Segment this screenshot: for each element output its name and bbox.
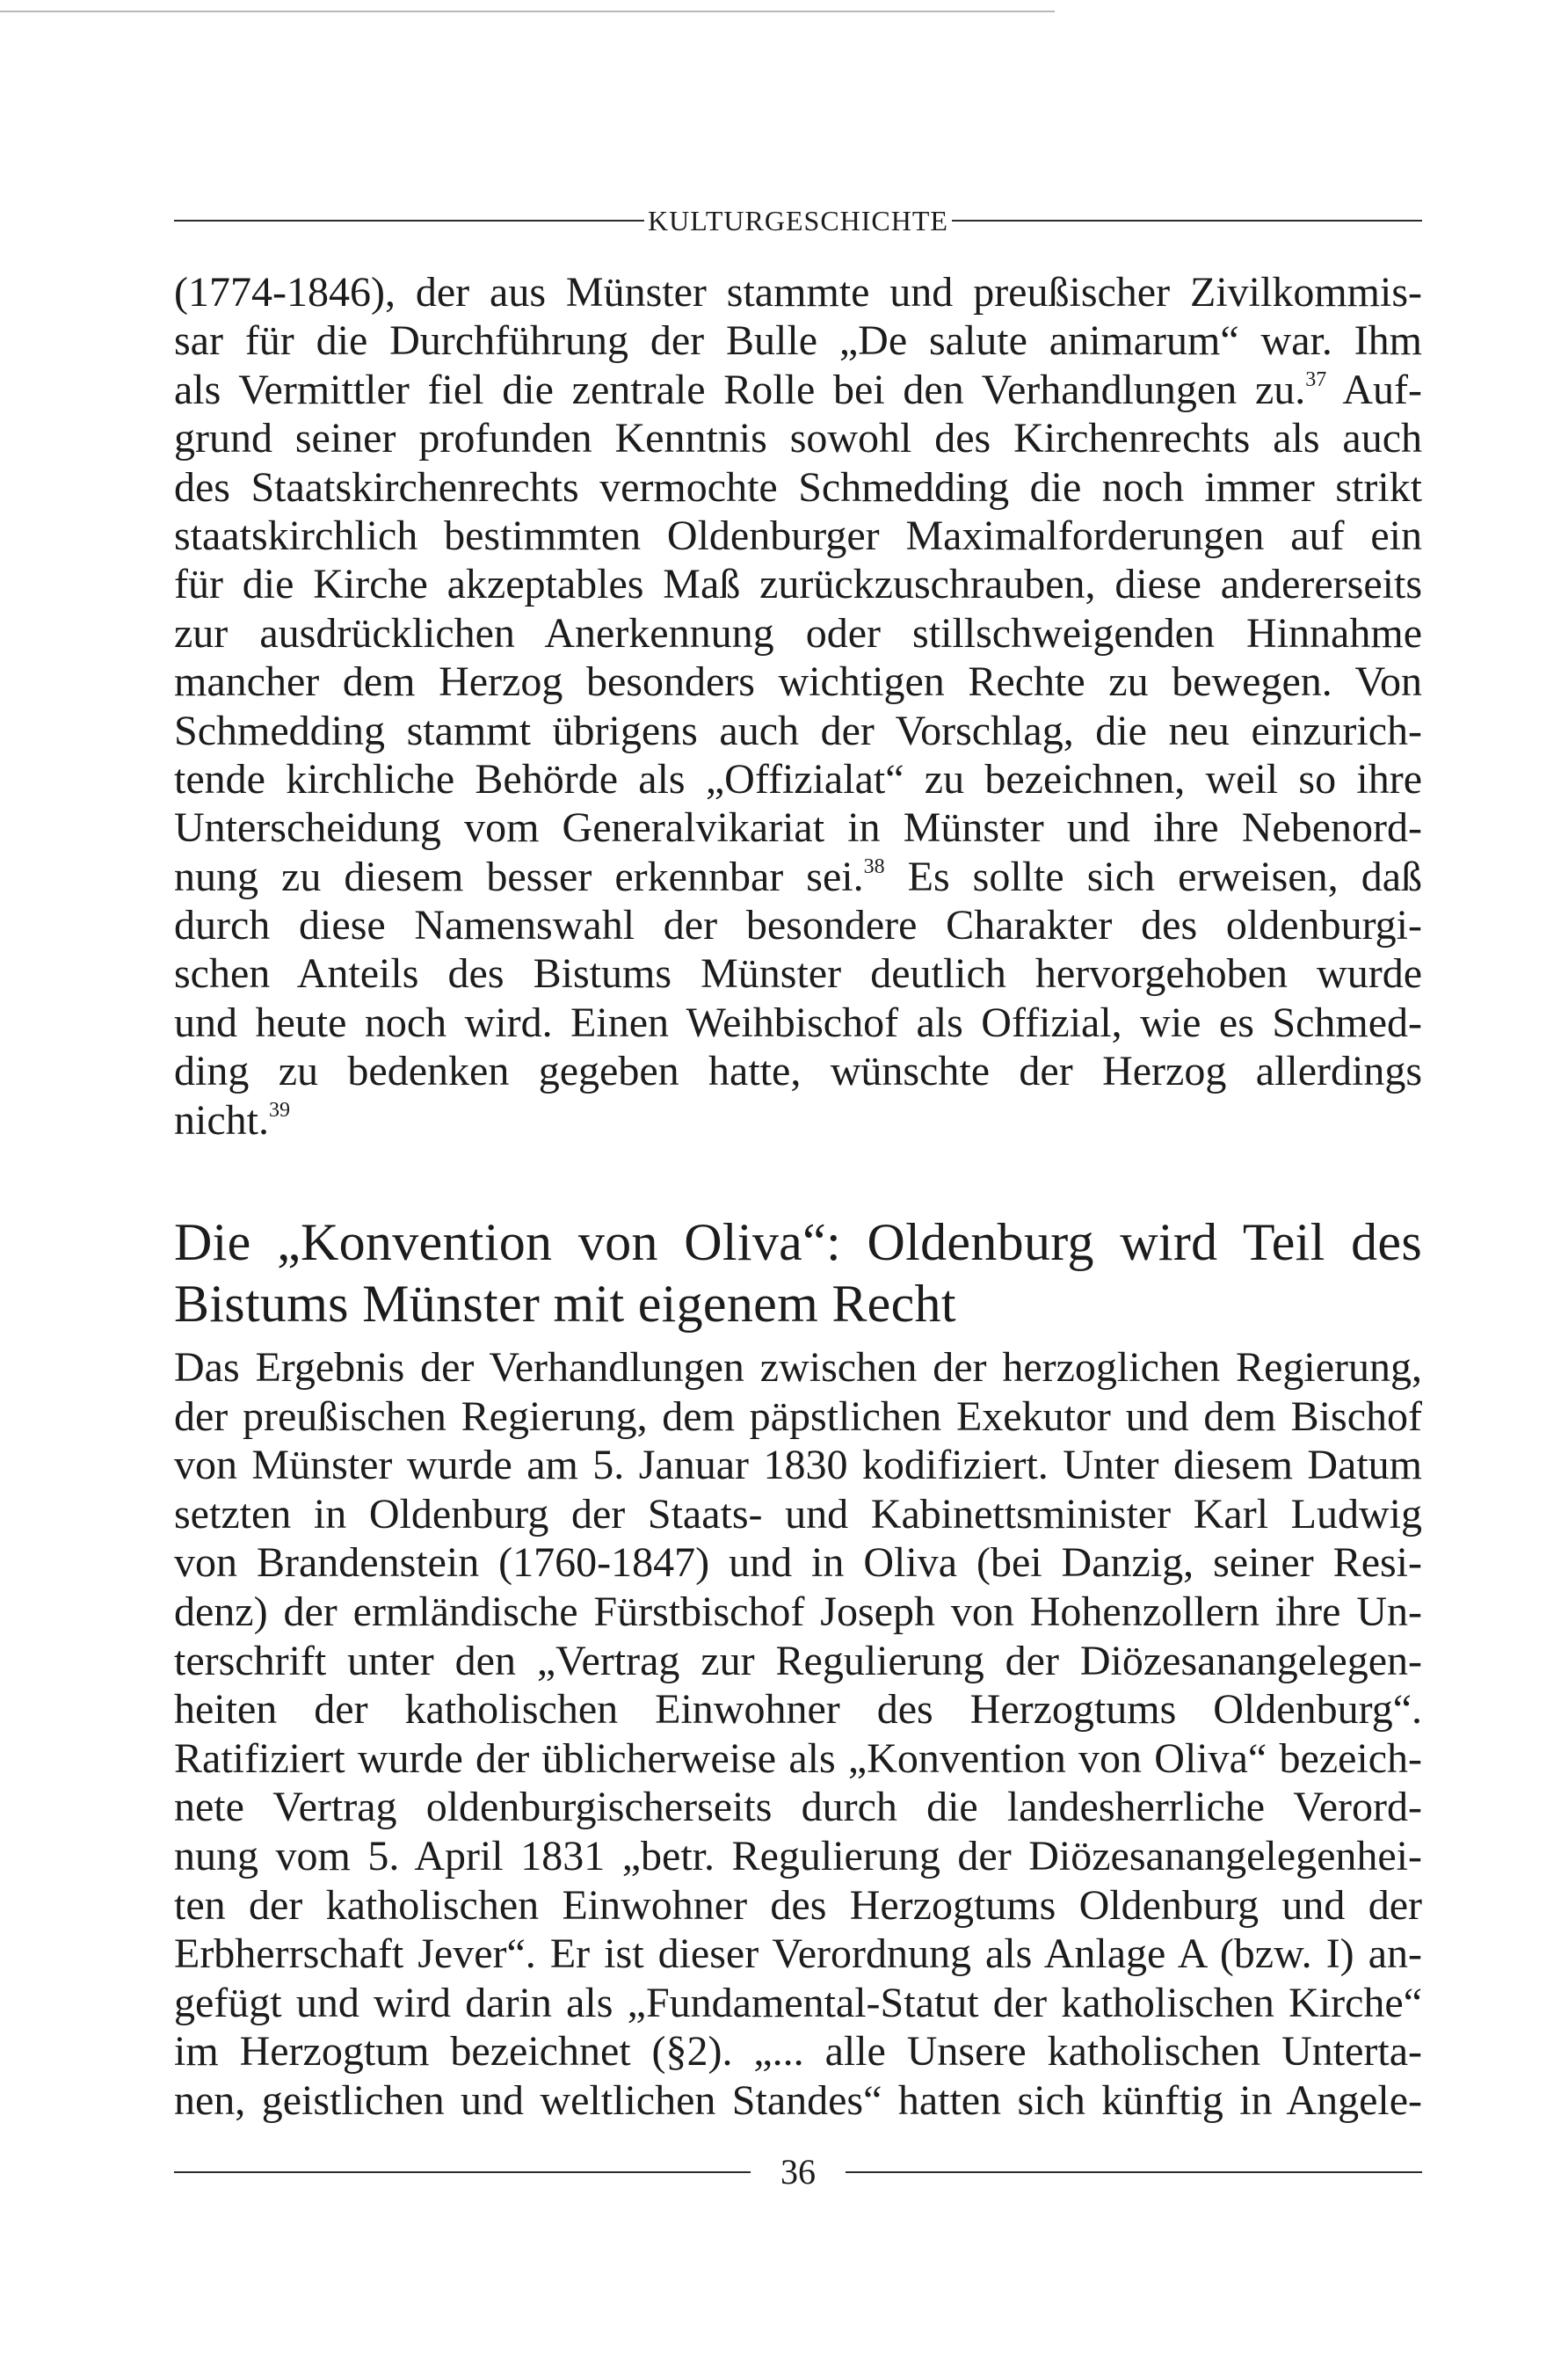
footer-rule-left [174, 2171, 751, 2173]
text-line: von Brandenstein (1760-1847) und in Oliva (bei Danzig, seiner Resi- [174, 1539, 1422, 1587]
text-line: von Münster wurde am 5. Januar 1830 kodifiziert. Unter diesem Datum [174, 1442, 1422, 1489]
text-line: nete Vertrag oldenburgischerseits durch die landesherrliche Verord- [174, 1784, 1422, 1831]
text-line: tende kirchliche Behörde als „Offizialat“ zu bezeichnen, weil so ihre [174, 755, 1422, 803]
paragraph-2 [174, 1343, 1422, 2126]
text-line: Ratifiziert wurde der üblicherweise als „Konvention von Oliva“ bezeich- [174, 1734, 1422, 1782]
running-head [174, 200, 1422, 241]
text-line: Das Ergebnis der Verhandlungen zwischen der herzoglichen Regierung, [174, 1344, 1422, 1391]
text-line: nen, geistlichen und weltlichen Standes“ hatten sich künftig in Angele- [174, 2076, 1422, 2124]
running-head-title: KULTURGESCHICHTE [648, 205, 948, 236]
text-line: des Staatskirchenrechts vermochte Schmedding die noch immer strikt [174, 463, 1422, 511]
text-fragment: nung zu diesem besser erkennbar sei. [174, 853, 864, 900]
text-line: der preußischen Regierung, dem päpstlichen Exekutor und dem Bischof [174, 1392, 1422, 1440]
text-fragment: als Vermittler fiel die zentrale Rolle bei den Verhandlungen zu. [174, 366, 1306, 413]
text-line: (1774-1846), der aus Münster stammte und preußischer Zivilkommis- [174, 269, 1422, 316]
text-line: durch diese Namenswahl der besondere Charakter des oldenburgi- [174, 902, 1422, 949]
footnote-ref-37: 37 [1305, 367, 1327, 391]
text-line: mancher dem Herzog besonders wichtigen Rechte zu bewegen. Von [174, 658, 1422, 706]
text-line: ten der katholischen Einwohner des Herzogtums Oldenburg und der [174, 1881, 1422, 1929]
section-heading-line: Die „Konvention von Oliva“: Oldenburg wird Teil des [174, 1213, 1422, 1271]
running-head-rule-right [952, 220, 1422, 222]
text-line: Unterscheidung vom Generalvikariat in Münster und ihre Nebenord- [174, 804, 1422, 852]
text-fragment: Auf- [1326, 366, 1422, 413]
text-line: setzten in Oldenburg der Staats- und Kabinettsminister Karl Ludwig [174, 1490, 1422, 1538]
running-head-rule-left [174, 220, 644, 222]
section-heading-line: Bistums Münster mit eigenem Recht [174, 1275, 956, 1333]
footnote-ref-39: 39 [268, 1098, 290, 1122]
page-footer [174, 2150, 1422, 2194]
text-line: Erbherrschaft Jever“. Er ist dieser Verordnung als Anlage A (bzw. I) an- [174, 1930, 1422, 1978]
text-line: zur ausdrücklichen Anerkennung oder stillschweigenden Hinnahme [174, 609, 1422, 657]
footnote-ref-38: 38 [863, 854, 885, 878]
text-line [174, 366, 1422, 414]
text-line: gefügt und wird darin als „Fundamental-Statut der katholischen Kirche“ [174, 1979, 1422, 2026]
text-line: schen Anteils des Bistums Münster deutlich hervorgehoben wurde [174, 950, 1422, 998]
text-line: denz) der ermländische Fürstbischof Joseph von Hohenzollern ihre Un- [174, 1588, 1422, 1635]
text-line: grund seiner profunden Kenntnis sowohl des Kirchenrechts als auch [174, 415, 1422, 462]
scan-edge-line [0, 11, 1055, 12]
text-line: ding zu bedenken gegeben hatte, wünschte der Herzog allerdings [174, 1048, 1422, 1095]
text-line: sar für die Durchführung der Bulle „De salute animarum“ war. Ihm [174, 317, 1422, 365]
paragraph-1 [174, 268, 1422, 1145]
text-line [174, 853, 1422, 901]
footer-rule-right [846, 2171, 1422, 2173]
text-line: staatskirchlich bestimmten Oldenburger Maximalforderungen auf ein [174, 512, 1422, 559]
text-line: terschrift unter den „Vertrag zur Regulierung der Diözesanangelegen- [174, 1637, 1422, 1684]
text-line: nung vom 5. April 1831 „betr. Regulierung der Diözesanangelegenhei- [174, 1832, 1422, 1879]
text-line: für die Kirche akzeptables Maß zurückzuschrauben, diese andererseits [174, 561, 1422, 608]
text-line: heiten der katholischen Einwohner des Herzogtums Oldenburg“. [174, 1686, 1422, 1734]
text-fragment: Es sollte sich erweisen, daß [884, 853, 1422, 900]
text-line: Schmedding stammt übrigens auch der Vorschlag, die neu einzurich- [174, 707, 1422, 754]
text-line [174, 1096, 1422, 1145]
text-line: im Herzogtum bezeichnet (§2). „... alle Unsere katholischen Unterta- [174, 2028, 1422, 2076]
text-fragment: nicht. [174, 1096, 269, 1144]
text-line: und heute noch wird. Einen Weihbischof als Offizial, wie es Schmed- [174, 999, 1422, 1046]
page-number: 36 [780, 2152, 816, 2192]
section-heading [174, 1211, 1422, 1334]
